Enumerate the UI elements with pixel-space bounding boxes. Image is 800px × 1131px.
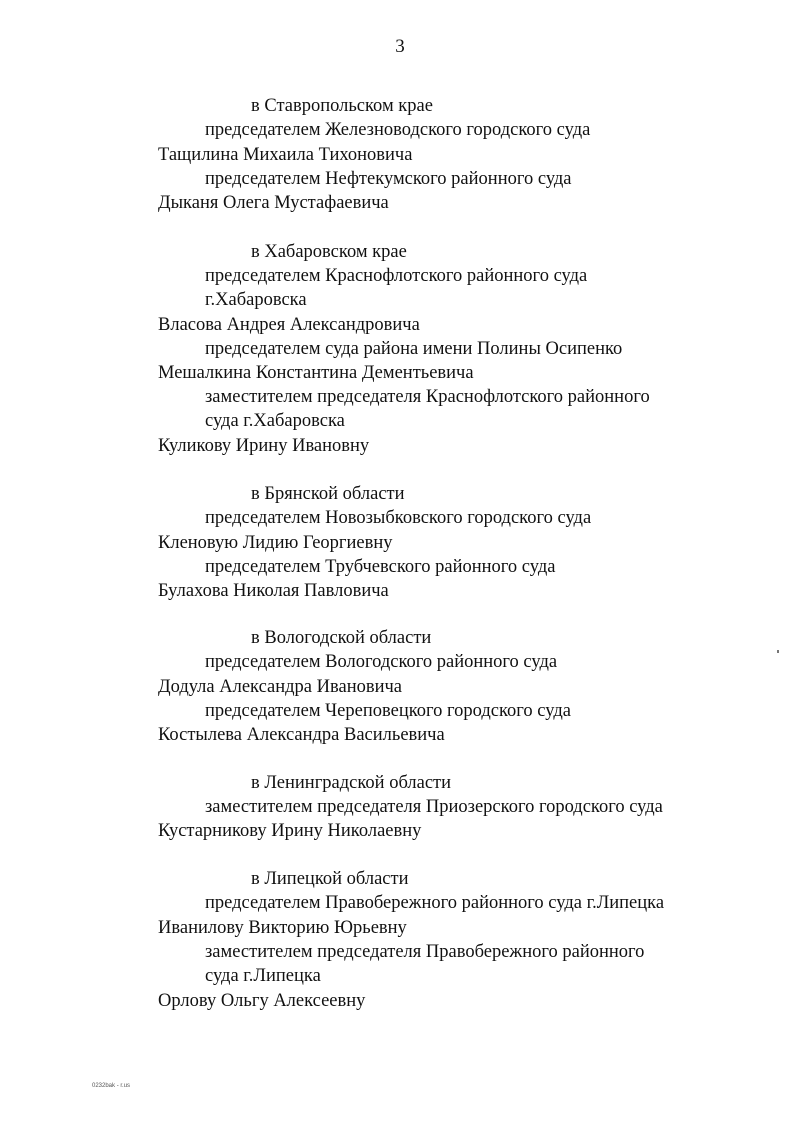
footer-code: 0232bak - r.us [92,1083,131,1089]
position-line: председателем Железноводского городского суда [205,120,591,140]
position-line: председателем Трубчевского районного суда [205,557,556,577]
scan-artifact [777,650,779,653]
position-line: председателем Краснофлотского районного суда [205,266,588,286]
region-heading: в Брянской области [251,484,405,504]
position-line: суда г.Липецка [205,966,321,986]
position-line: суда г.Хабаровска [205,411,345,431]
appointee-name: Костылева Александра Васильевича [158,725,445,745]
appointee-name: Тащилина Михаила Тихоновича [158,145,413,165]
appointee-name: Кустарникову Ирину Николаевну [158,821,422,841]
page-number: 3 [395,36,405,57]
appointee-name: Орлову Ольгу Алексеевну [158,991,366,1011]
region-heading: в Хабаровском крае [251,242,407,262]
appointee-name: Булахова Николая Павловича [158,581,389,601]
appointee-name: Мешалкина Константина Дементьевича [158,363,474,383]
position-line: заместителем председателя Приозерского городского суда [205,797,663,817]
region-heading: в Липецкой области [251,869,409,889]
position-line: заместителем председателя Правобережного районного [205,942,645,962]
position-line: председателем Нефтекумского районного суда [205,169,572,189]
position-line: председателем Правобережного районного суда г.Липецка [205,893,665,913]
position-line: председателем Новозыбковского городского суда [205,508,592,528]
position-line: заместителем председателя Краснофлотского районного [205,387,650,407]
appointee-name: Додула Александра Ивановича [158,677,402,697]
position-line: г.Хабаровска [205,290,307,310]
region-heading: в Ставропольском крае [251,96,433,116]
position-line: председателем Череповецкого городского суда [205,701,571,721]
region-heading: в Вологодской области [251,628,432,648]
position-line: председателем Вологодского районного суда [205,652,558,672]
appointee-name: Куликову Ирину Ивановну [158,436,370,456]
position-line: председателем суда района имени Полины Осипенко [205,339,623,359]
appointee-name: Иванилову Викторию Юрьевну [158,918,407,938]
appointee-name: Дыканя Олега Мустафаевича [158,193,389,213]
appointee-name: Власова Андрея Александровича [158,315,420,335]
appointee-name: Кленовую Лидию Георгиевну [158,533,393,553]
region-heading: в Ленинградской области [251,773,452,793]
